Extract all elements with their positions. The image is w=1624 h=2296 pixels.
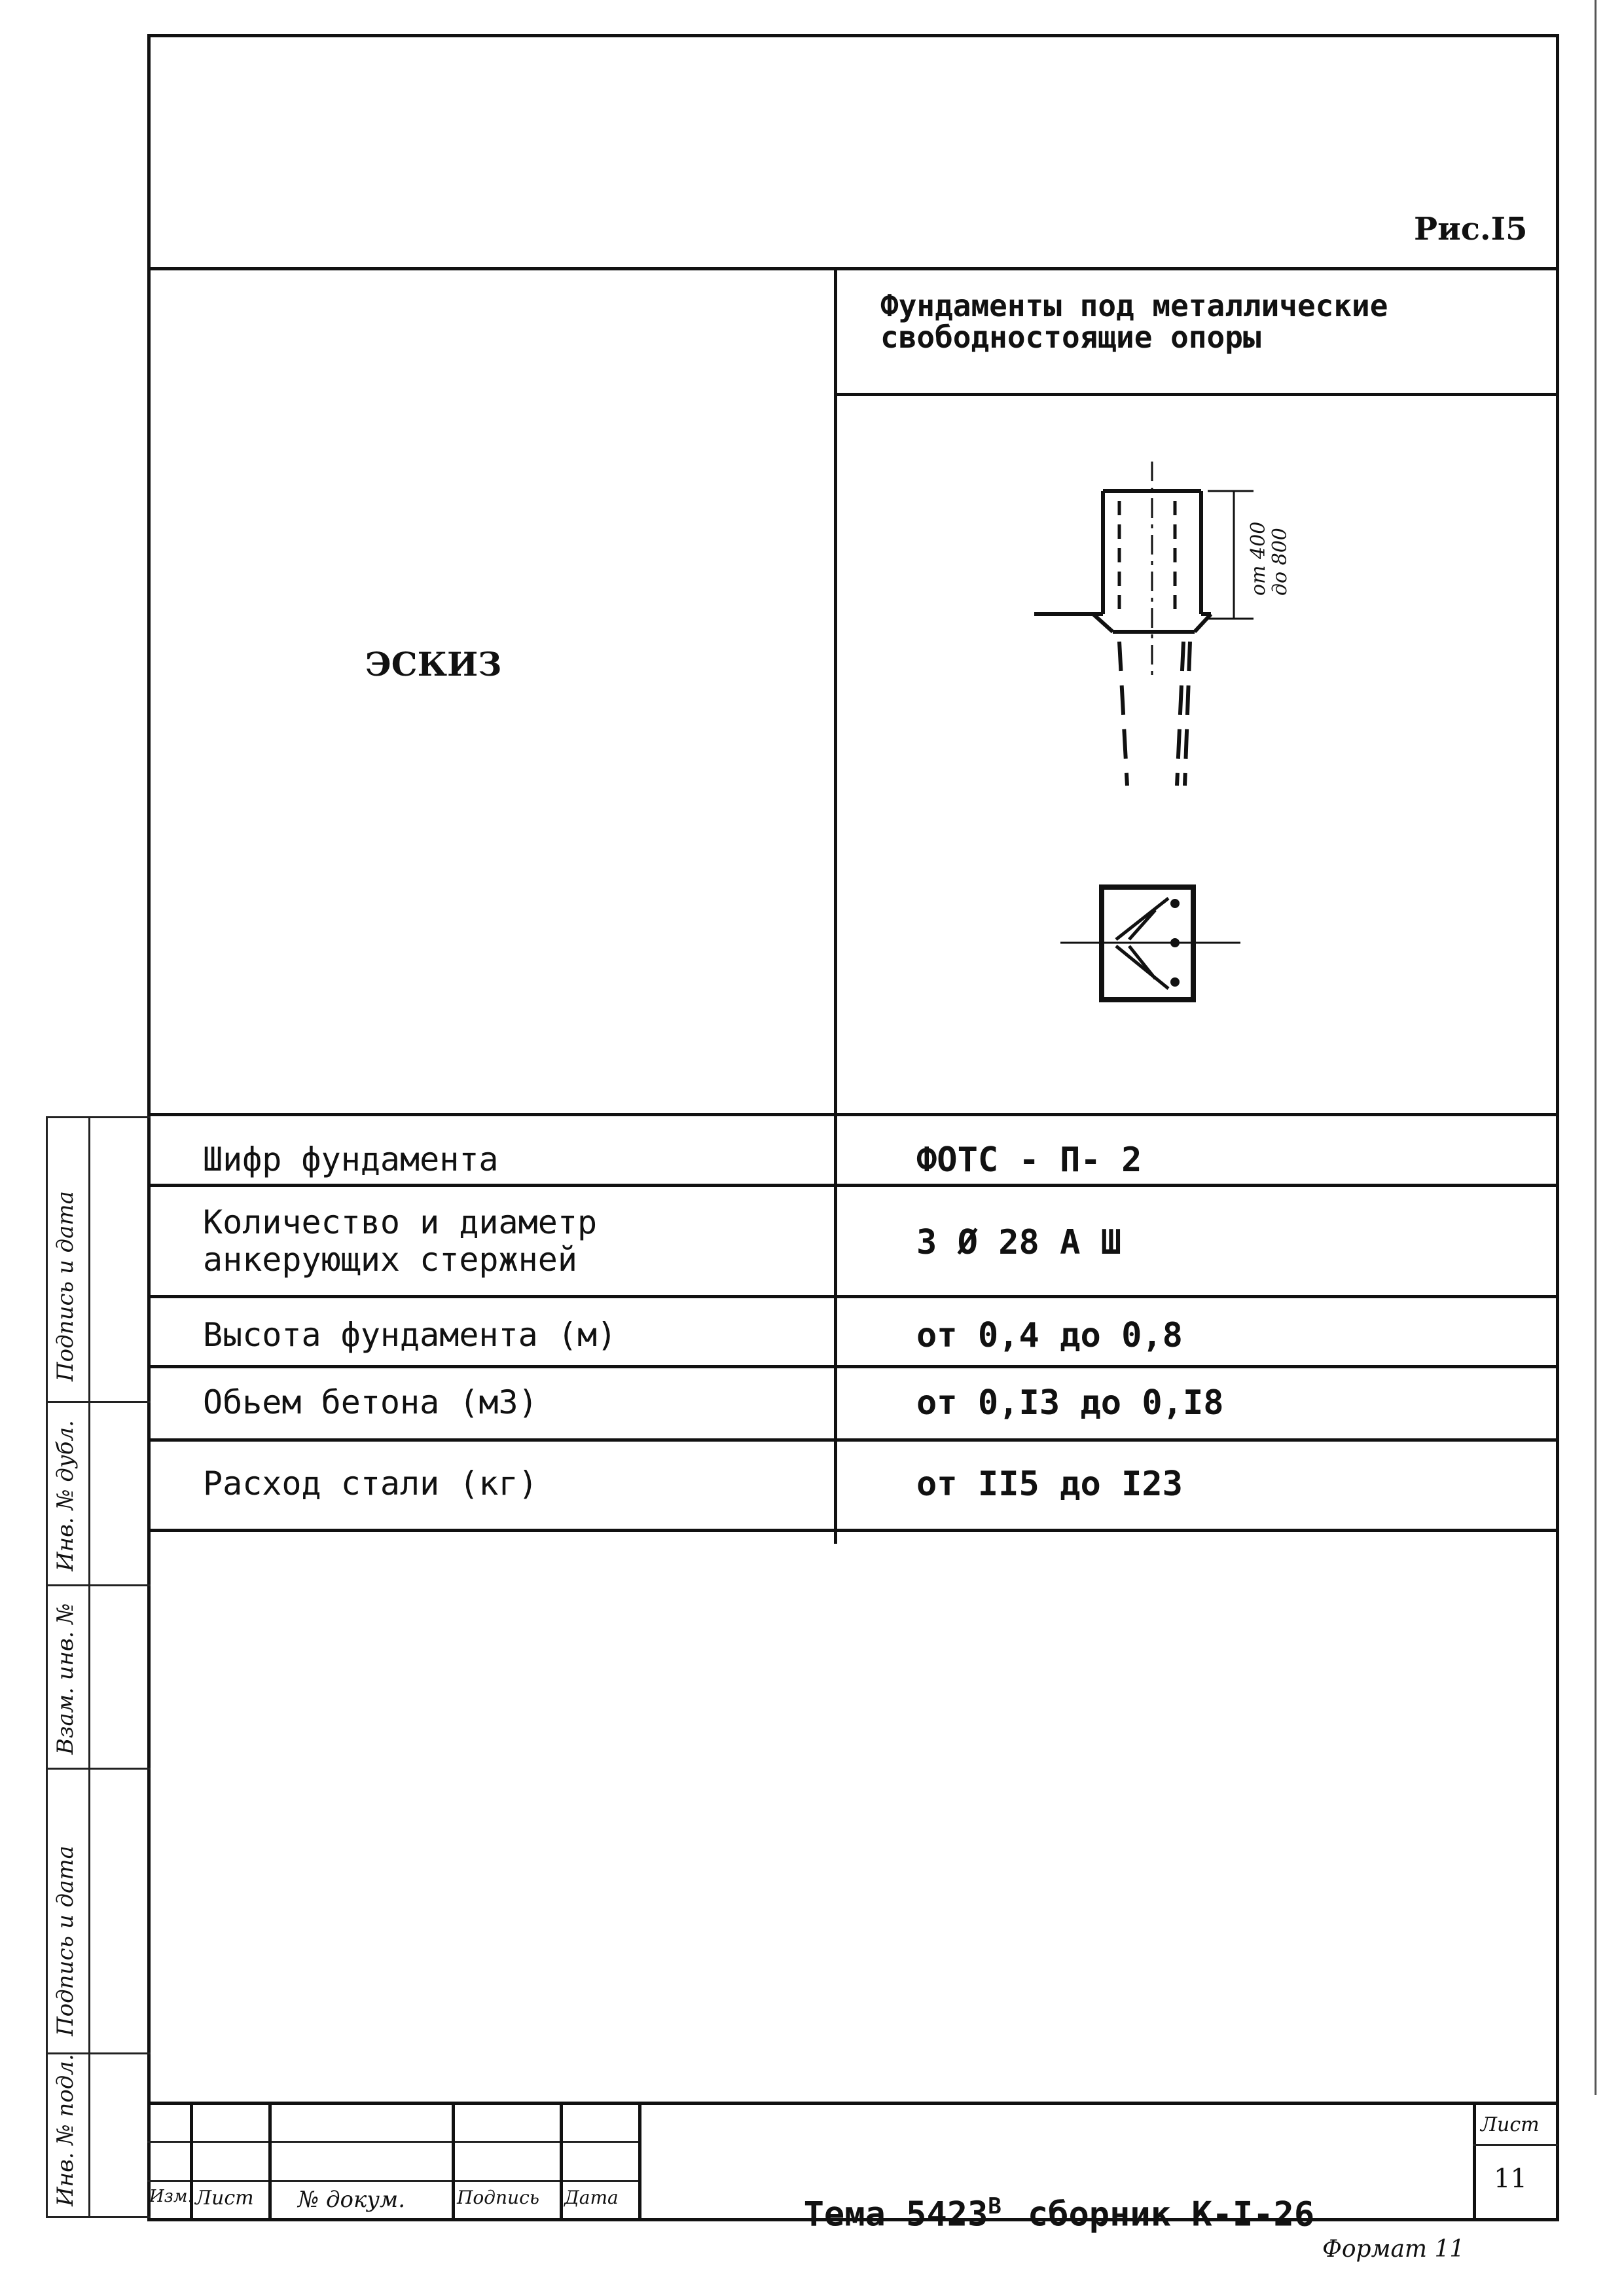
side-strip-divider bbox=[46, 1584, 151, 1586]
table-row-value: от II5 до I23 bbox=[916, 1465, 1183, 1504]
stamp-col-date: Дата bbox=[564, 2187, 619, 2208]
side-strip-inner bbox=[88, 1116, 90, 2216]
table-row-label-continued: анкерующих стержней bbox=[203, 1241, 577, 1279]
stamp-row-line bbox=[147, 2180, 641, 2182]
side-label-signature-date: Подпись и дата bbox=[52, 1846, 79, 2036]
sketch-divider bbox=[834, 267, 837, 1544]
table-row-divider bbox=[147, 1295, 1559, 1298]
side-strip-divider bbox=[46, 1768, 151, 1770]
stamp-col-line bbox=[268, 2102, 272, 2219]
stamp-col-signature: Подпись bbox=[457, 2187, 540, 2208]
side-strip-outer bbox=[46, 1116, 48, 2216]
table-top-border bbox=[147, 1113, 1559, 1116]
table-bottom-border bbox=[147, 1529, 1559, 1532]
frame-right-border bbox=[1556, 34, 1559, 2221]
stamp-row-line bbox=[147, 2141, 641, 2143]
stamp-col-list: Лист bbox=[195, 2187, 254, 2210]
table-row-label: Расход стали (кг) bbox=[203, 1465, 538, 1503]
table-row-divider bbox=[147, 1184, 1559, 1187]
stamp-sheet-label: Лист bbox=[1481, 2113, 1540, 2136]
sketch-label: ЭСКИЗ bbox=[365, 645, 502, 683]
frame-left-border bbox=[147, 34, 151, 2221]
table-row-value: ФОТС - П- 2 bbox=[916, 1140, 1142, 1180]
stamp-col-line bbox=[560, 2102, 563, 2219]
side-strip-bottom bbox=[46, 2216, 151, 2218]
stamp-col-line bbox=[452, 2102, 455, 2219]
stamp-col-doc: № докум. bbox=[298, 2187, 406, 2213]
table-row-value: от 0,4 до 0,8 bbox=[916, 1316, 1183, 1355]
title-line-2: свободностоящие опоры bbox=[880, 319, 1261, 355]
side-label-original-inventory: Инв. № подл. bbox=[52, 2054, 79, 2206]
format-label: Формат 11 bbox=[1322, 2236, 1465, 2263]
side-label-dup-inventory: Инв. № дубл. bbox=[52, 1420, 79, 1571]
table-row-label: Количество и диаметр bbox=[203, 1203, 598, 1241]
foundation-drawing bbox=[1008, 445, 1375, 1048]
stamp-sheet-row-line bbox=[1473, 2144, 1558, 2146]
stamp-sheet-col-line bbox=[1473, 2102, 1476, 2219]
stamp-collection: сборник К-I-26 bbox=[1027, 2195, 1315, 2234]
table-row-label: Обьем бетона (м3) bbox=[203, 1383, 538, 1421]
svg-text:до 800: до 800 bbox=[1269, 528, 1291, 596]
stamp-col-izm: Изм. bbox=[149, 2187, 193, 2206]
title-divider bbox=[834, 393, 1559, 396]
table-row-divider bbox=[147, 1438, 1559, 1442]
stamp-theme bbox=[763, 2154, 1314, 2234]
table-row-value: от 0,I3 до 0,I8 bbox=[916, 1383, 1224, 1423]
table-row-label: Высота фундамента (м) bbox=[203, 1316, 617, 1354]
frame-top-border bbox=[147, 34, 1559, 37]
stamp-top-border bbox=[147, 2102, 1559, 2105]
side-label-replaces-inventory: Взам. инв. № bbox=[52, 1603, 79, 1755]
side-strip-divider bbox=[46, 1401, 151, 1403]
stamp-theme-superscript: В bbox=[988, 2193, 1001, 2219]
page-edge-mark bbox=[1595, 0, 1597, 2095]
table-row-value: 3 Ø 28 А Ш bbox=[916, 1223, 1122, 1262]
side-label-signature-date: Подпись и дата bbox=[52, 1191, 79, 1381]
table-row-label: Шифр фундамента bbox=[203, 1140, 499, 1178]
stamp-theme-prefix: Тема 5423 bbox=[803, 2195, 988, 2234]
header-divider bbox=[147, 267, 1559, 270]
title-line-1: Фундаменты под металлические bbox=[880, 288, 1388, 323]
figure-label: Рис.I5 bbox=[1414, 211, 1528, 247]
table-row-divider bbox=[147, 1365, 1559, 1368]
stamp-sheet-number: 11 bbox=[1494, 2164, 1527, 2194]
svg-text:от 400: от 400 bbox=[1247, 521, 1270, 596]
side-strip-top bbox=[46, 1116, 151, 1118]
stamp-col-line bbox=[638, 2102, 641, 2219]
